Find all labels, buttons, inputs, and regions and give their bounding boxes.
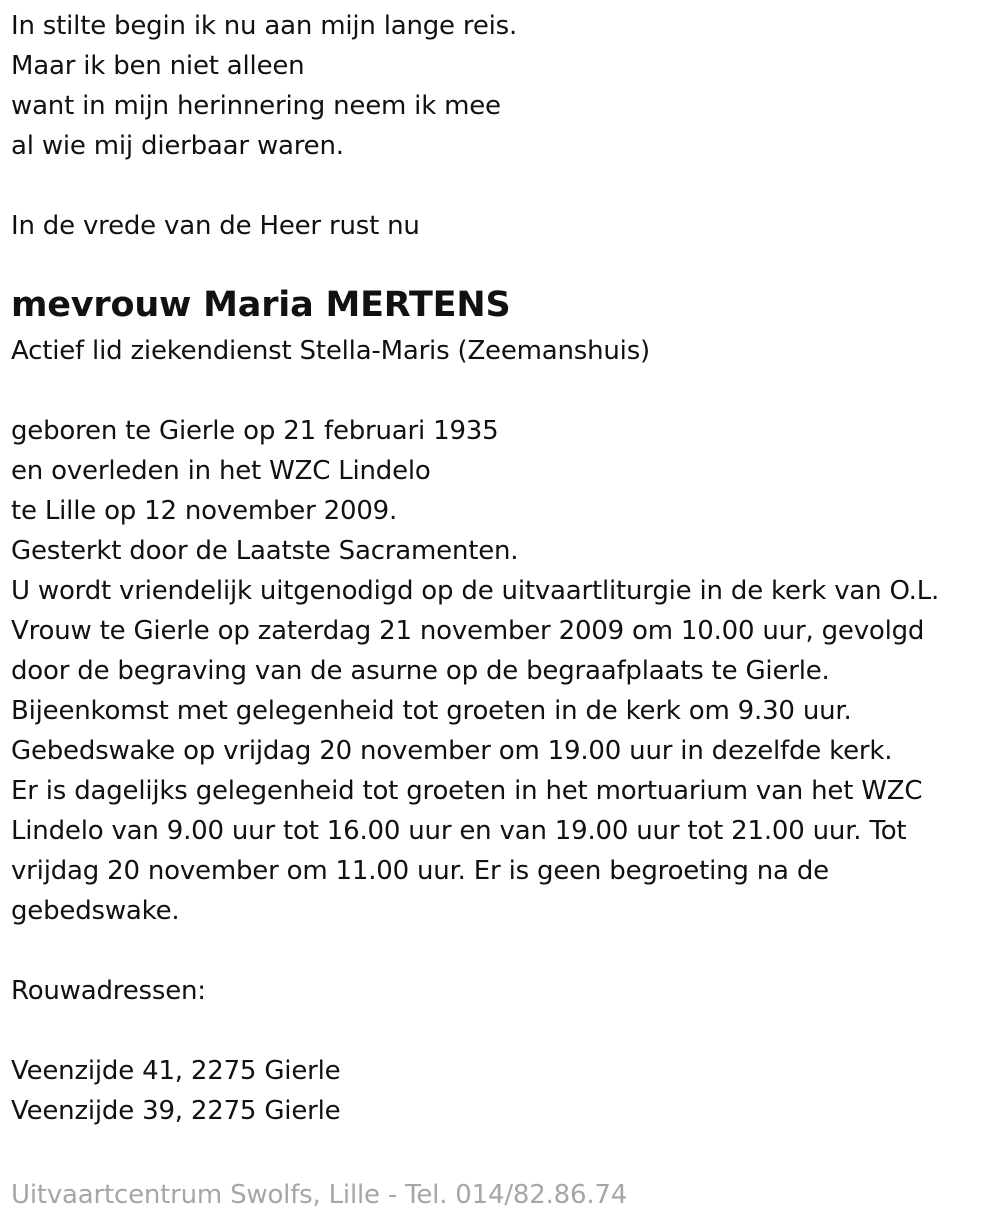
obituary-notice bbox=[11, 6, 991, 1131]
body-line: Bijeenkomst met gelegenheid tot groeten in de kerk om 9.30 uur. bbox=[11, 696, 852, 726]
funeral-home-footer: Uitvaartcentrum Swolfs, Lille - Tel. 014/82.86.74 bbox=[11, 1180, 628, 1210]
body-line: Gebedswake op vrijdag 20 november om 19.00 uur in dezelfde kerk. bbox=[11, 736, 893, 766]
deceased-name: mevrouw Maria MERTENS bbox=[11, 285, 511, 325]
addresses-heading: Rouwadressen: bbox=[11, 976, 206, 1006]
body-text bbox=[11, 411, 991, 931]
body-line: vrijdag 20 november om 11.00 uur. Er is geen begroeting na de bbox=[11, 856, 829, 886]
address-line: Veenzijde 41, 2275 Gierle bbox=[11, 1056, 341, 1086]
spacer bbox=[11, 166, 991, 206]
body-line: te Lille op 12 november 2009. bbox=[11, 496, 398, 526]
address-line: Veenzijde 39, 2275 Gierle bbox=[11, 1096, 341, 1126]
spacer bbox=[11, 371, 991, 411]
poem-line: al wie mij dierbaar waren. bbox=[11, 131, 344, 161]
body-line: Gesterkt door de Laatste Sacramenten. bbox=[11, 536, 519, 566]
body-line: Vrouw te Gierle op zaterdag 21 november 2009 om 10.00 uur, gevolgd bbox=[11, 616, 925, 646]
body-line: Lindelo van 9.00 uur tot 16.00 uur en van 19.00 uur tot 21.00 uur. Tot bbox=[11, 816, 907, 846]
poem-line: want in mijn herinnering neem ik mee bbox=[11, 91, 501, 121]
body-line: Er is dagelijks gelegenheid tot groeten in het mortuarium van het WZC bbox=[11, 776, 923, 806]
subtitle: Actief lid ziekendienst Stella-Maris (Zeemanshuis) bbox=[11, 336, 650, 366]
addresses bbox=[11, 1051, 991, 1131]
spacer bbox=[11, 1011, 991, 1051]
body-line: door de begraving van de asurne op de begraafplaats te Gierle. bbox=[11, 656, 830, 686]
poem-line: In stilte begin ik nu aan mijn lange reis. bbox=[11, 11, 518, 41]
body-line: U wordt vriendelijk uitgenodigd op de uitvaartliturgie in de kerk van O.L. bbox=[11, 576, 940, 606]
poem bbox=[11, 6, 991, 166]
poem-line: Maar ik ben niet alleen bbox=[11, 51, 305, 81]
body-line: gebedswake. bbox=[11, 896, 180, 926]
intro-text: In de vrede van de Heer rust nu bbox=[11, 211, 420, 241]
spacer bbox=[11, 931, 991, 971]
body-line: en overleden in het WZC Lindelo bbox=[11, 456, 431, 486]
body-line: geboren te Gierle op 21 februari 1935 bbox=[11, 416, 499, 446]
